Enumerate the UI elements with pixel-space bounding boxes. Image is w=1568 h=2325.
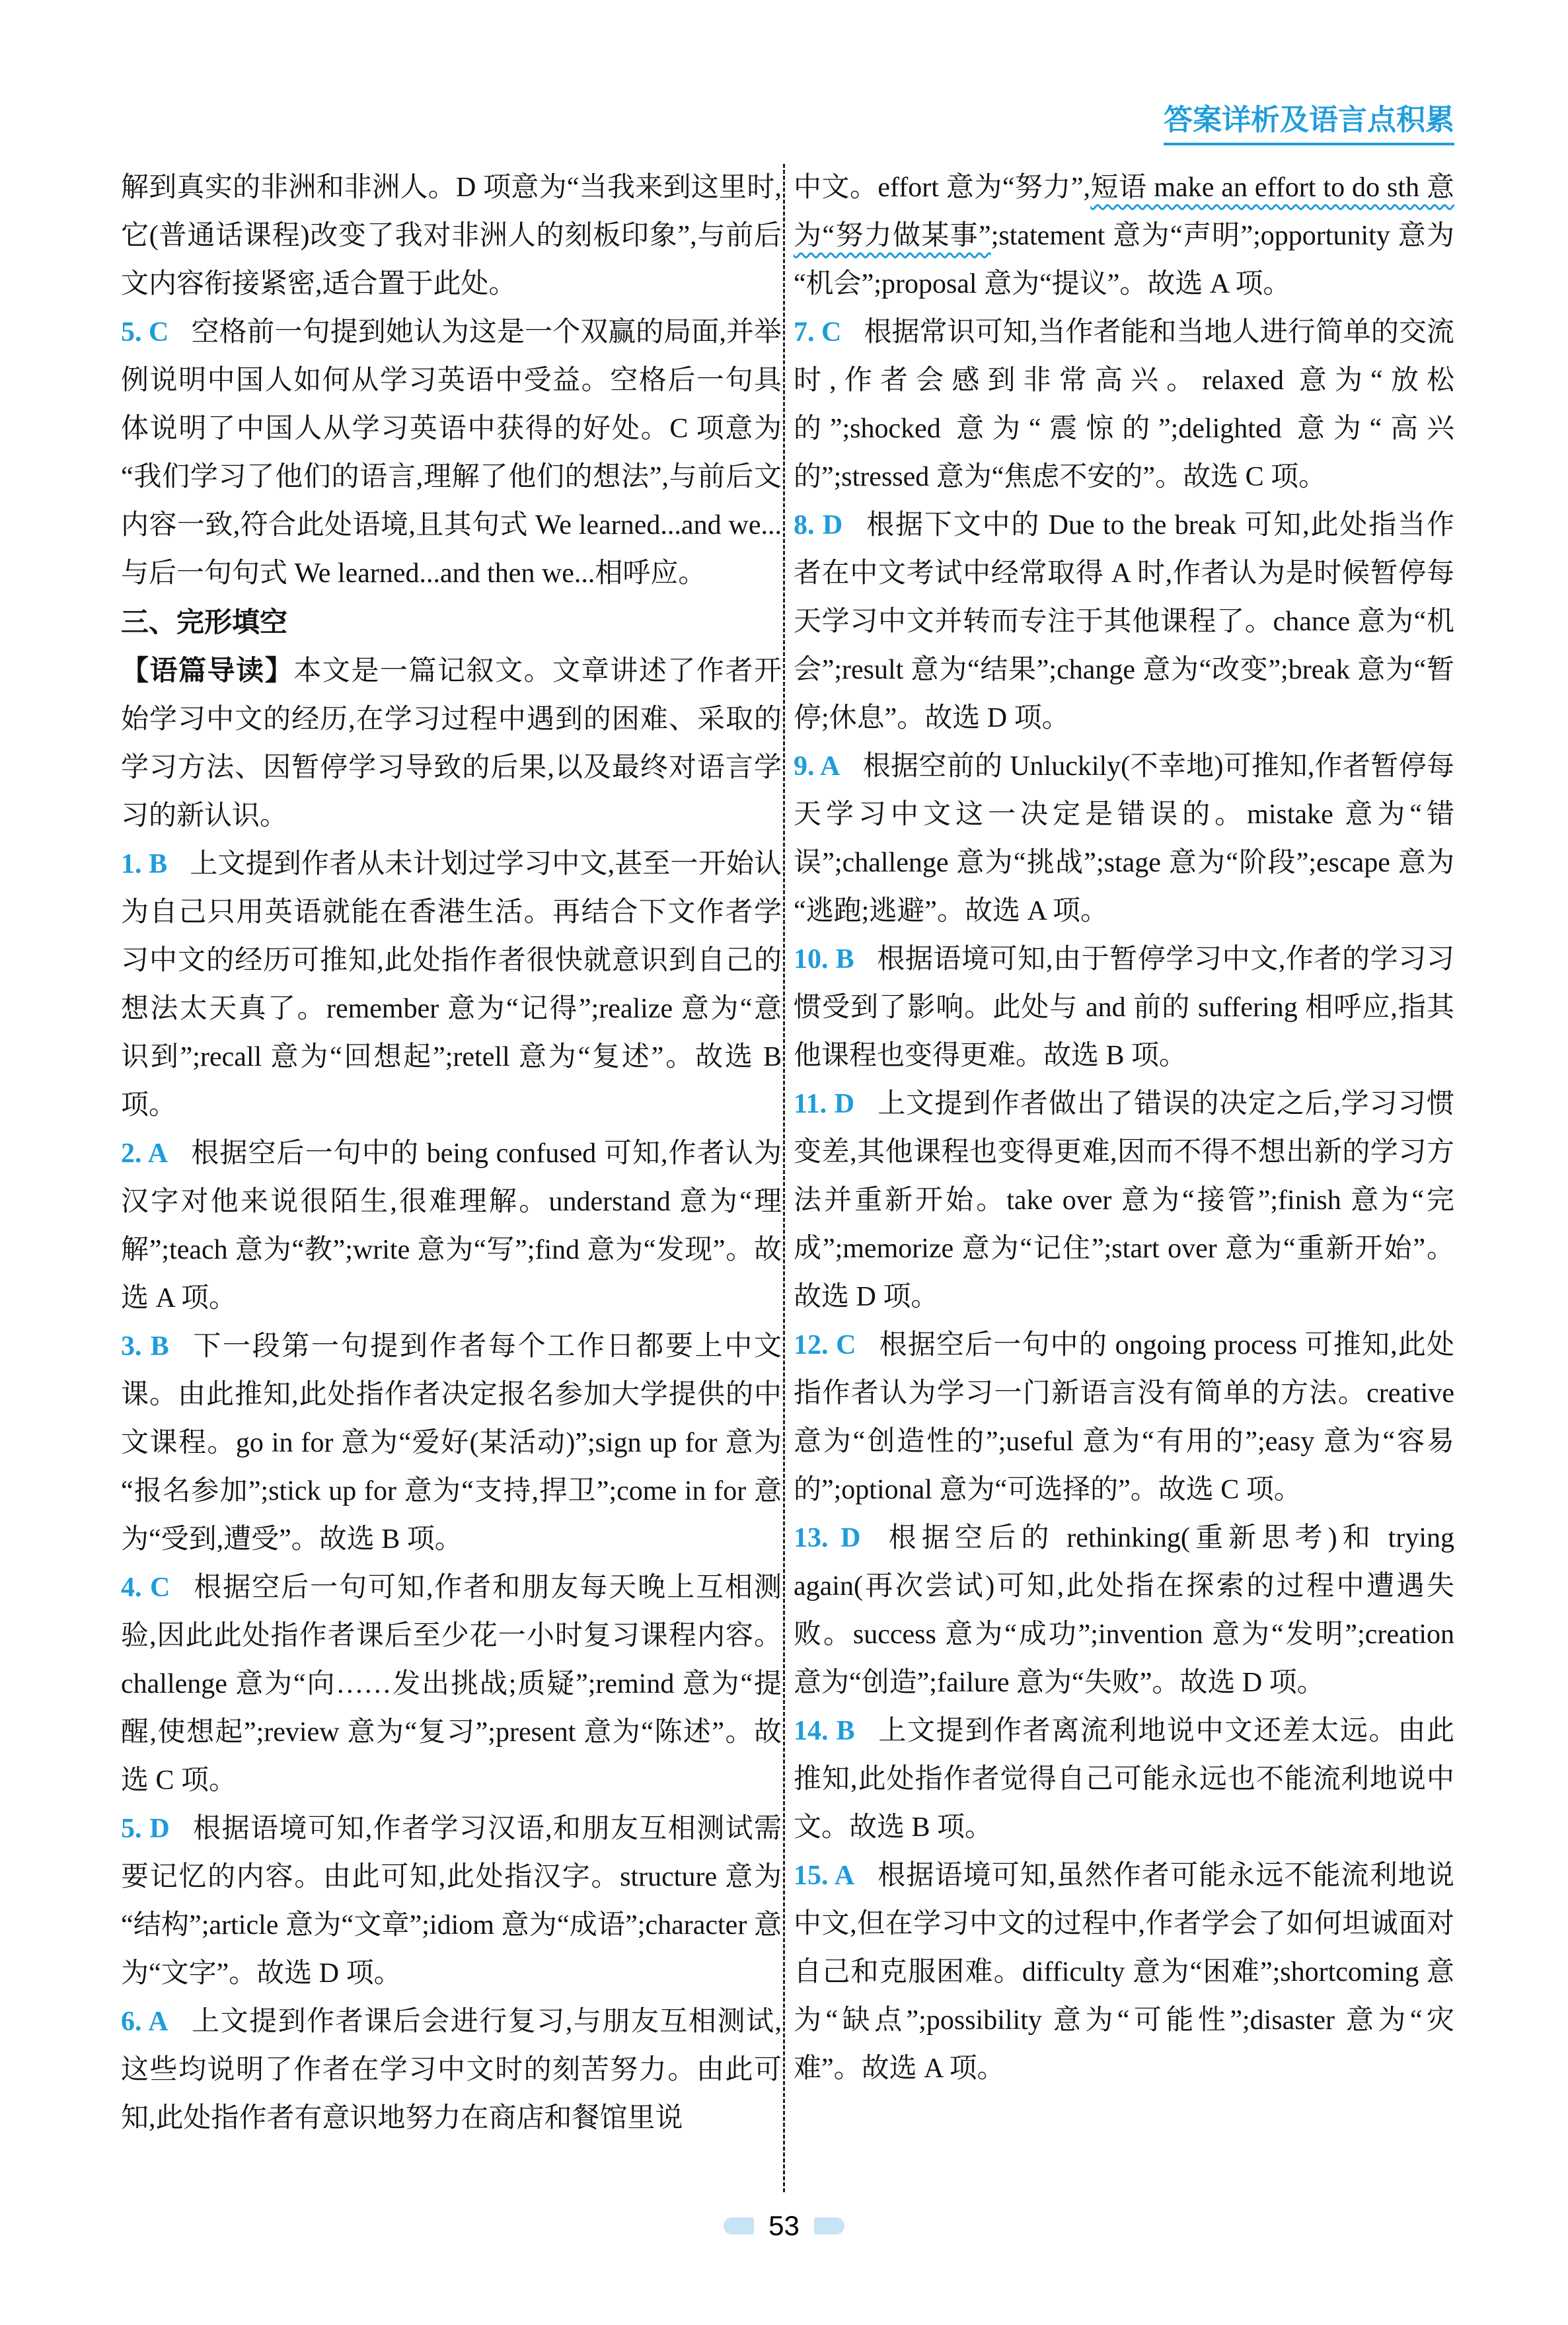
answer-item	[794, 1852, 1454, 2093]
answer-text: 中文。effort 意为“努力”,	[794, 172, 1091, 203]
answer-text: 根据语境可知,作者学习汉语,和朋友互相测试需要记忆的内容。由此可知,此处指汉字。structure 意为“结构”;article 意为“文章”;idiom 意为“成语”;character 意为“文字”。故选 D 项。	[121, 1814, 782, 1989]
answer-number: 9. A	[794, 751, 840, 782]
answer-item	[794, 1321, 1454, 1514]
answer-text: 下一段第一句提到作者每个工作日都要上中文课。由此推知,此处指作者决定报名参加大学提供的中文课程。go in for 意为“爱好(某活动)”;sign up for 意为“报名参加”;stick up for 意为“支持,捍卫”;come in for 意为“受到,遭受”。故选 B 项。	[121, 1331, 782, 1555]
answer-text: 根据语境可知,由于暂停学习中文,作者的学习习惯受到了影响。此处与 and 前的 suffering 相呼应,指其他课程也变得更难。故选 B 项。	[794, 944, 1454, 1071]
answer-text: 根据常识可知,当作者能和当地人进行简单的交流时,作者会感到非常高兴。relaxed 意为“放松的”;shocked 意为“震惊的”;delighted 意为“高兴的”;stressed 意为“焦虑不安的”。故选 C 项。	[794, 317, 1454, 492]
answer-number: 14. B	[794, 1716, 855, 1746]
answer-text: 空格前一句提到她认为这是一个双赢的局面,并举例说明中国人如何从学习英语中受益。空格后一句具体说明了中国人从学习英语中获得的好处。C 项意为“我们学习了他们的语言,理解了他们的想法”,与前后文内容一致,符合此处语境,且其句式 We learned...and we...与后一句句式 We learned...and then we...相呼应。	[121, 317, 782, 589]
answer-item	[794, 743, 1454, 936]
page-footer	[0, 2212, 1568, 2240]
answer-text: 根据空后的 rethinking(重新思考)和 trying again(再次尝试)可知,此处指在探索的过程中遭遇失败。success 意为“成功”;invention 意为“发明”;creation 意为“创造”;failure 意为“失败”。故选 D 项。	[794, 1523, 1454, 1698]
paragraph-continuation	[794, 164, 1454, 309]
answer-item	[121, 1130, 782, 1323]
answer-text: 根据下文中的 Due to the break 可知,此处指当作者在中文考试中经常取得 A 时,作者认为是时候暂停每天学习中文并转而专注于其他课程了。chance 意为“机会”;result 意为“结果”;change 意为“改变”;break 意为“暂停;休息”。故选 D 项。	[794, 510, 1454, 733]
answer-number: 6. A	[121, 2007, 168, 2037]
answer-number: 5. D	[121, 1814, 170, 1844]
answer-number: 1. B	[121, 849, 168, 879]
footer-pill-left	[724, 2217, 754, 2234]
answer-text: 根据空后一句中的 being confused 可知,作者认为汉字对他来说很陌生,很难理解。understand 意为“理解”;teach 意为“教”;write 意为“写”;find 意为“发现”。故选 A 项。	[121, 1138, 782, 1313]
answer-item	[121, 309, 782, 598]
answer-number: 2. A	[121, 1138, 168, 1169]
answer-item	[794, 309, 1454, 501]
page-number: 53	[768, 2210, 800, 2241]
answer-text: 上文提到作者做出了错误的决定之后,学习习惯变差,其他课程也变得更难,因而不得不想出新的学习方法并重新开始。take over 意为“接管”;finish 意为“完成”;memorize 意为“记住”;start over 意为“重新开始”。故选 D 项。	[794, 1089, 1454, 1312]
answer-text: 根据语境可知,虽然作者可能永远不能流利地说中文,但在学习中文的过程中,作者学会了如何坦诚面对自己和克服困难。difficulty 意为“困难”;shortcoming 意为“缺点”;possibility 意为“可能性”;disaster 意为“灾难”。故选 A 项。	[794, 1861, 1454, 2084]
answer-item	[121, 840, 782, 1130]
answer-item	[794, 1514, 1454, 1707]
column-divider	[783, 164, 785, 2192]
answer-number: 11. D	[794, 1089, 855, 1119]
answer-text: 根据空后一句可知,作者和朋友每天晚上互相测验,因此此处指作者课后至少花一小时复习课程内容。challenge 意为“向……发出挑战;质疑”;remind 意为“提醒,使想起”;review 意为“复习”;present 意为“陈述”。故选 C 项。	[121, 1572, 782, 1796]
answer-text: 上文提到作者课后会进行复习,与朋友互相测试,这些均说明了作者在学习中文时的刻苦努力。由此可知,此处指作者有意识地努力在商店和餐馆里说	[121, 2007, 782, 2133]
answer-number: 10. B	[794, 944, 854, 975]
page-header	[1164, 104, 1454, 145]
answer-number: 5. C	[121, 317, 169, 348]
answer-number: 3. B	[121, 1331, 169, 1362]
collocation-highlight: 短语 make an effort to do sth 意为“努力做某事”	[794, 172, 1454, 251]
passage-guide-label: 【语篇导读】	[121, 655, 294, 686]
right-column	[794, 164, 1454, 2093]
answer-item	[121, 1323, 782, 1564]
answer-number: 15. A	[794, 1861, 855, 1891]
answer-number: 13. D	[794, 1523, 861, 1553]
paragraph-continuation	[121, 164, 782, 309]
answer-item	[794, 501, 1454, 743]
answer-item	[121, 1998, 782, 2143]
answer-number: 12. C	[794, 1330, 856, 1360]
page-title: 答案详析及语言点积累	[1164, 104, 1454, 145]
answer-number: 4. C	[121, 1572, 170, 1603]
answer-item	[794, 936, 1454, 1080]
answer-item	[121, 1564, 782, 1805]
answer-text: 上文提到作者从未计划过学习中文,甚至一开始认为自己只用英语就能在香港生活。再结合下文作者学习中文的经历可推知,此处指作者很快就意识到自己的想法太天真了。remember 意为“记得”;realize 意为“意识到”;recall 意为“回想起”;retell 意为“复述”。故选 B 项。	[121, 849, 782, 1121]
passage-guide-text: 本文是一篇记叙文。文章讲述了作者开始学习中文的经历,在学习过程中遇到的困难、采取的学习方法、因暂停学习导致的后果,以及最终对语言学习的新认识。	[121, 656, 782, 831]
answer-item	[794, 1707, 1454, 1852]
answer-text: 根据空前的 Unluckily(不幸地)可推知,作者暂停每天学习中文这一决定是错误的。mistake 意为“错误”;challenge 意为“挑战”;stage 意为“阶段”;escape 意为“逃跑;逃避”。故选 A 项。	[794, 751, 1455, 926]
answer-text: 根据空后一句中的 ongoing process 可推知,此处指作者认为学习一门新语言没有简单的方法。creative 意为“创造性的”;useful 意为“有用的”;easy 意为“容易的”;optional 意为“可选择的”。故选 C 项。	[794, 1330, 1454, 1505]
answer-item	[794, 1080, 1454, 1321]
answer-number: 8. D	[794, 510, 843, 540]
answer-item	[121, 1805, 782, 1998]
left-column	[121, 164, 782, 2143]
passage-guide	[121, 646, 782, 840]
answer-text: ;statement 意为“声明”;opportunity 意为“机会”;proposal 意为“提议”。故选 A 项。	[794, 221, 1454, 299]
answer-text: 上文提到作者离流利地说中文还差太远。由此推知,此处指作者觉得自己可能永远也不能流利地说中文。故选 B 项。	[794, 1716, 1454, 1843]
footer-pill-right	[814, 2217, 844, 2234]
section-heading-cloze: 三、完形填空	[121, 607, 288, 638]
answer-text: 解到真实的非洲和非洲人。D 项意为“当我来到这里时,它(普通话课程)改变了我对非洲人的刻板印象”,与前后文内容衔接紧密,适合置于此处。	[121, 172, 782, 299]
answer-number: 7. C	[794, 317, 842, 348]
